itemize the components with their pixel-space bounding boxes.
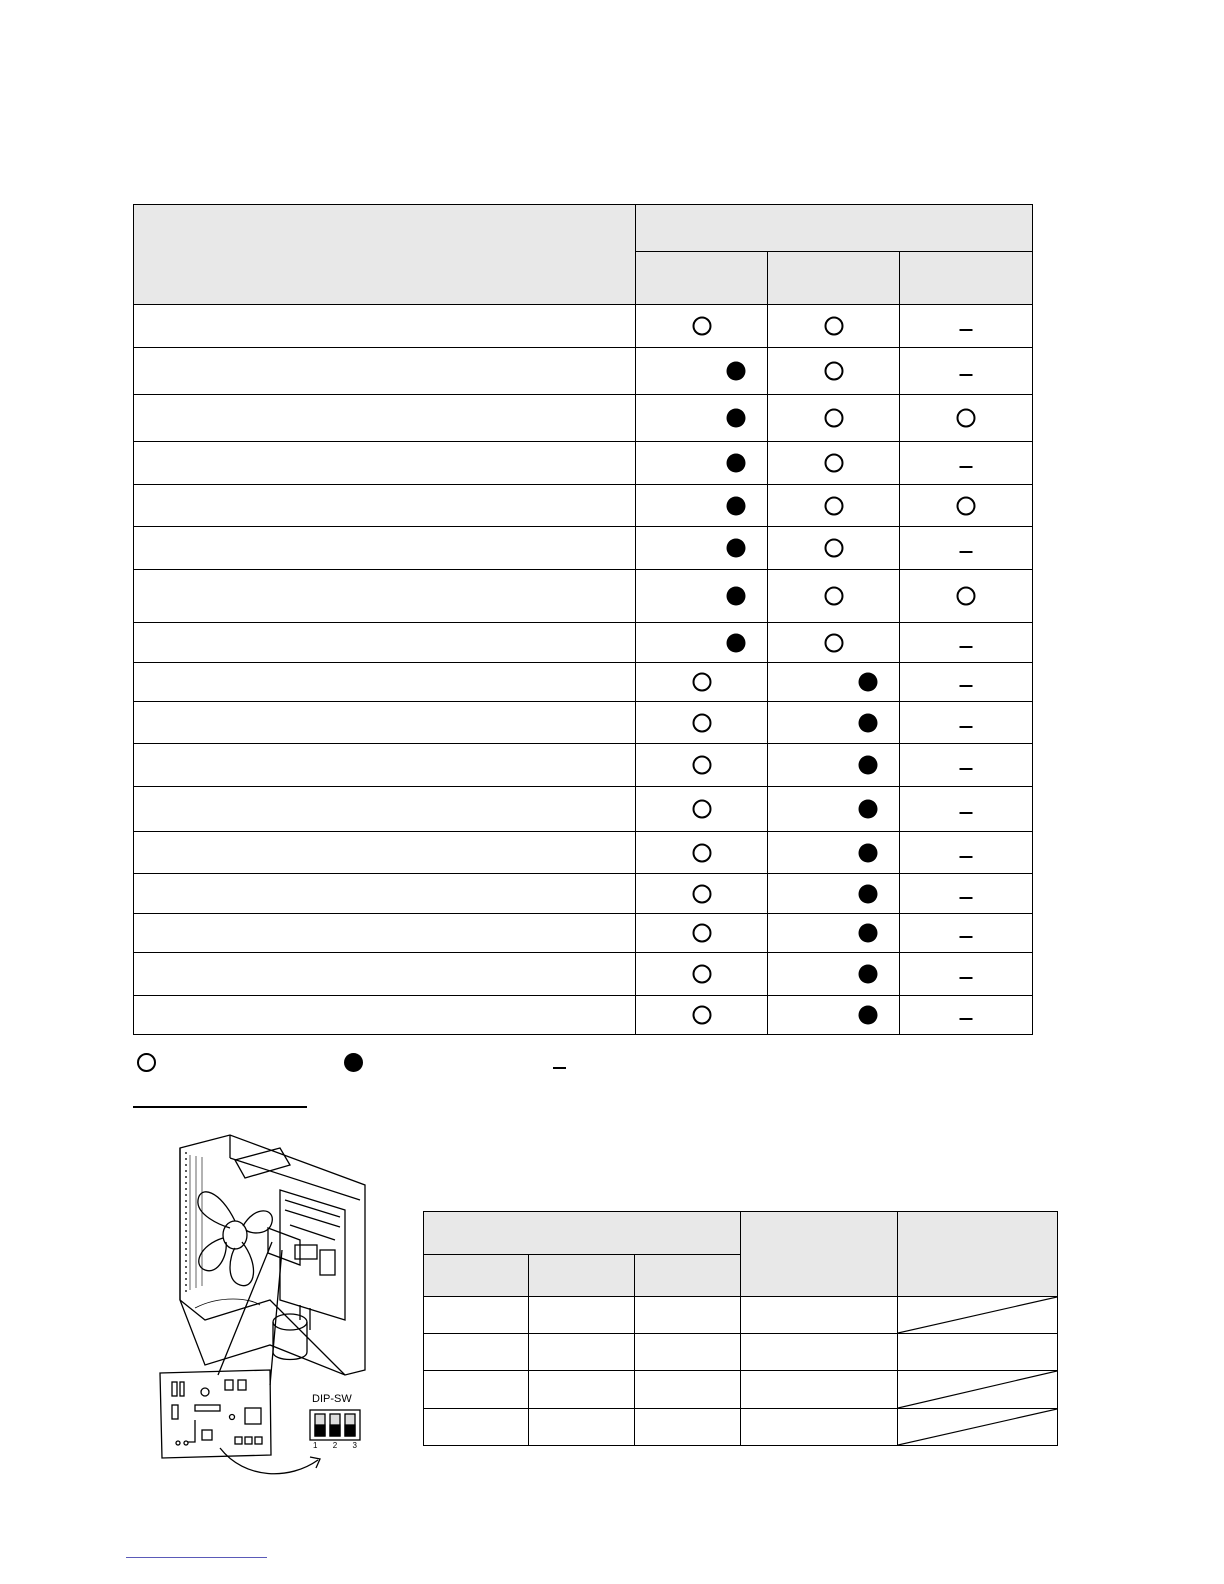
filled-circle-icon <box>726 587 745 606</box>
dip-cell-b <box>529 1334 635 1371</box>
row-label <box>134 787 636 832</box>
cell-c3 <box>900 395 1033 442</box>
dash-icon <box>960 551 973 553</box>
table-header-col1 <box>636 252 768 305</box>
dip-switch-label: DIP-SW <box>312 1393 352 1405</box>
cell-c1 <box>636 570 768 623</box>
row-label <box>134 832 636 874</box>
table-row <box>134 305 1033 348</box>
cell-c2 <box>768 914 900 953</box>
cell-c1 <box>636 395 768 442</box>
row-label <box>134 953 636 996</box>
cell-c2 <box>768 442 900 485</box>
dash-icon <box>960 685 973 687</box>
cell-c3 <box>900 485 1033 527</box>
row-label <box>134 527 636 570</box>
dip-cell-c <box>635 1334 741 1371</box>
dip-header-col5 <box>898 1212 1058 1297</box>
dip-header-col4 <box>741 1212 898 1297</box>
dip-table-row <box>424 1334 1058 1371</box>
table-row <box>134 744 1033 787</box>
open-circle-icon <box>692 884 711 903</box>
cell-c3 <box>900 348 1033 395</box>
open-circle-icon <box>692 713 711 732</box>
cell-c2 <box>768 787 900 832</box>
open-circle-icon <box>824 454 843 473</box>
dash-icon <box>960 646 973 648</box>
cell-c2 <box>768 570 900 623</box>
open-circle-icon <box>692 965 711 984</box>
row-label <box>134 702 636 744</box>
dip-cell-d <box>741 1409 898 1446</box>
filled-circle-icon <box>858 884 877 903</box>
cell-c2 <box>768 395 900 442</box>
footer-link-underline <box>126 1557 267 1558</box>
table-header-title <box>134 205 636 305</box>
cell-c3 <box>900 996 1033 1035</box>
cell-c2 <box>768 744 900 787</box>
table-row <box>134 702 1033 744</box>
cell-c1 <box>636 305 768 348</box>
dash-icon <box>960 374 973 376</box>
open-circle-icon <box>957 496 976 515</box>
dip-table-row <box>424 1297 1058 1334</box>
cell-c3 <box>900 787 1033 832</box>
dip-cell-e <box>898 1371 1058 1409</box>
open-circle-icon <box>692 756 711 775</box>
dip-cell-e <box>898 1297 1058 1334</box>
cell-c2 <box>768 485 900 527</box>
row-label <box>134 623 636 663</box>
dip-table-row <box>424 1371 1058 1409</box>
table-row <box>134 623 1033 663</box>
cell-c3 <box>900 914 1033 953</box>
table-row <box>134 996 1033 1035</box>
open-circle-icon <box>824 539 843 558</box>
cell-c1 <box>636 663 768 702</box>
cell-c1 <box>636 953 768 996</box>
row-label <box>134 395 636 442</box>
cell-c1 <box>636 702 768 744</box>
dip-cell-d <box>741 1371 898 1409</box>
dip-cell-d <box>741 1334 898 1371</box>
open-circle-icon <box>824 362 843 381</box>
dash-icon <box>960 329 973 331</box>
dash-icon <box>960 897 973 899</box>
filled-circle-icon <box>726 409 745 428</box>
table-row <box>134 395 1033 442</box>
cell-c3 <box>900 570 1033 623</box>
dip-header-sw1 <box>424 1255 529 1297</box>
open-circle-icon <box>692 673 711 692</box>
filled-circle-icon <box>858 924 877 943</box>
cell-c3 <box>900 623 1033 663</box>
outdoor-unit-illustration <box>150 1130 380 1480</box>
diagonal-slash <box>898 1409 1057 1445</box>
table-header-group <box>636 205 1033 252</box>
diagonal-slash <box>898 1297 1057 1333</box>
row-label <box>134 874 636 914</box>
cell-c3 <box>900 744 1033 787</box>
dip-cell-b <box>529 1297 635 1334</box>
row-label <box>134 305 636 348</box>
table-row <box>134 663 1033 702</box>
cell-c2 <box>768 874 900 914</box>
dip-header-sw3 <box>635 1255 741 1297</box>
dip-cell-c <box>635 1297 741 1334</box>
open-circle-icon <box>957 409 976 428</box>
table-header-col3 <box>900 252 1033 305</box>
cell-c2 <box>768 623 900 663</box>
legend-open-circle-icon <box>137 1053 156 1072</box>
cell-c3 <box>900 832 1033 874</box>
open-circle-icon <box>824 409 843 428</box>
open-circle-icon <box>692 1006 711 1025</box>
dip-header-sw2 <box>529 1255 635 1297</box>
cell-c1 <box>636 527 768 570</box>
cell-c1 <box>636 787 768 832</box>
open-circle-icon <box>692 843 711 862</box>
cell-c1 <box>636 744 768 787</box>
table-row <box>134 348 1033 395</box>
filled-circle-icon <box>858 843 877 862</box>
table-row <box>134 442 1033 485</box>
filled-circle-icon <box>726 362 745 381</box>
cell-c2 <box>768 996 900 1035</box>
row-label <box>134 914 636 953</box>
section-heading-underline <box>133 1106 307 1108</box>
open-circle-icon <box>824 496 843 515</box>
filled-circle-icon <box>858 673 877 692</box>
row-label <box>134 570 636 623</box>
open-circle-icon <box>692 317 711 336</box>
dip-cell-e <box>898 1334 1058 1371</box>
table-row <box>134 485 1033 527</box>
cell-c3 <box>900 663 1033 702</box>
dip-cell-c <box>635 1409 741 1446</box>
table-row <box>134 527 1033 570</box>
cell-c3 <box>900 953 1033 996</box>
dip-header-group <box>424 1212 741 1255</box>
table-row <box>134 874 1033 914</box>
table-row <box>134 570 1033 623</box>
cell-c2 <box>768 305 900 348</box>
switch-number-3: 3 <box>352 1441 357 1450</box>
row-label <box>134 996 636 1035</box>
cell-c2 <box>768 953 900 996</box>
filled-circle-icon <box>858 713 877 732</box>
diagonal-slash <box>898 1371 1057 1408</box>
dip-cell-b <box>529 1409 635 1446</box>
cell-c1 <box>636 348 768 395</box>
row-label <box>134 744 636 787</box>
table-row <box>134 832 1033 874</box>
cell-c3 <box>900 874 1033 914</box>
dip-cell-a <box>424 1409 529 1446</box>
legend-dash-icon <box>553 1067 566 1069</box>
row-label <box>134 485 636 527</box>
dip-switch-numbers <box>313 1441 357 1450</box>
row-label <box>134 348 636 395</box>
cell-c1 <box>636 442 768 485</box>
cell-c1 <box>636 874 768 914</box>
table-row <box>134 953 1033 996</box>
filled-circle-icon <box>858 1006 877 1025</box>
open-circle-icon <box>824 587 843 606</box>
dash-icon <box>960 977 973 979</box>
filled-circle-icon <box>858 965 877 984</box>
table-row <box>134 787 1033 832</box>
switch-number-1: 1 <box>313 1441 318 1450</box>
dash-icon <box>960 466 973 468</box>
dash-icon <box>960 936 973 938</box>
row-label <box>134 442 636 485</box>
cell-c2 <box>768 702 900 744</box>
dip-cell-c <box>635 1371 741 1409</box>
dash-icon <box>960 856 973 858</box>
row-label <box>134 663 636 702</box>
dip-cell-a <box>424 1334 529 1371</box>
filled-circle-icon <box>858 800 877 819</box>
dash-icon <box>960 812 973 814</box>
cell-c1 <box>636 485 768 527</box>
cell-c3 <box>900 442 1033 485</box>
dash-icon <box>960 726 973 728</box>
filled-circle-icon <box>726 454 745 473</box>
dip-cell-e <box>898 1409 1058 1446</box>
open-circle-icon <box>692 924 711 943</box>
dip-switch-table <box>423 1211 1058 1446</box>
filled-circle-icon <box>726 496 745 515</box>
cell-c1 <box>636 832 768 874</box>
dash-icon <box>960 1018 973 1020</box>
dip-cell-d <box>741 1297 898 1334</box>
dip-cell-b <box>529 1371 635 1409</box>
filled-circle-icon <box>858 756 877 775</box>
cell-c2 <box>768 663 900 702</box>
dash-icon <box>960 768 973 770</box>
switch-number-2: 2 <box>332 1441 338 1450</box>
open-circle-icon <box>824 633 843 652</box>
table-row <box>134 914 1033 953</box>
compatibility-table <box>133 204 1033 1035</box>
cell-c1 <box>636 623 768 663</box>
cell-c3 <box>900 305 1033 348</box>
open-circle-icon <box>957 587 976 606</box>
cell-c1 <box>636 914 768 953</box>
dip-cell-a <box>424 1371 529 1409</box>
filled-circle-icon <box>726 539 745 558</box>
cell-c3 <box>900 702 1033 744</box>
cell-c1 <box>636 996 768 1035</box>
legend-filled-circle-icon <box>344 1053 363 1072</box>
open-circle-icon <box>692 800 711 819</box>
cell-c2 <box>768 832 900 874</box>
dip-cell-a <box>424 1297 529 1334</box>
filled-circle-icon <box>726 633 745 652</box>
dip-table-row <box>424 1409 1058 1446</box>
open-circle-icon <box>824 317 843 336</box>
cell-c2 <box>768 348 900 395</box>
cell-c2 <box>768 527 900 570</box>
cell-c3 <box>900 527 1033 570</box>
table-header-col2 <box>768 252 900 305</box>
